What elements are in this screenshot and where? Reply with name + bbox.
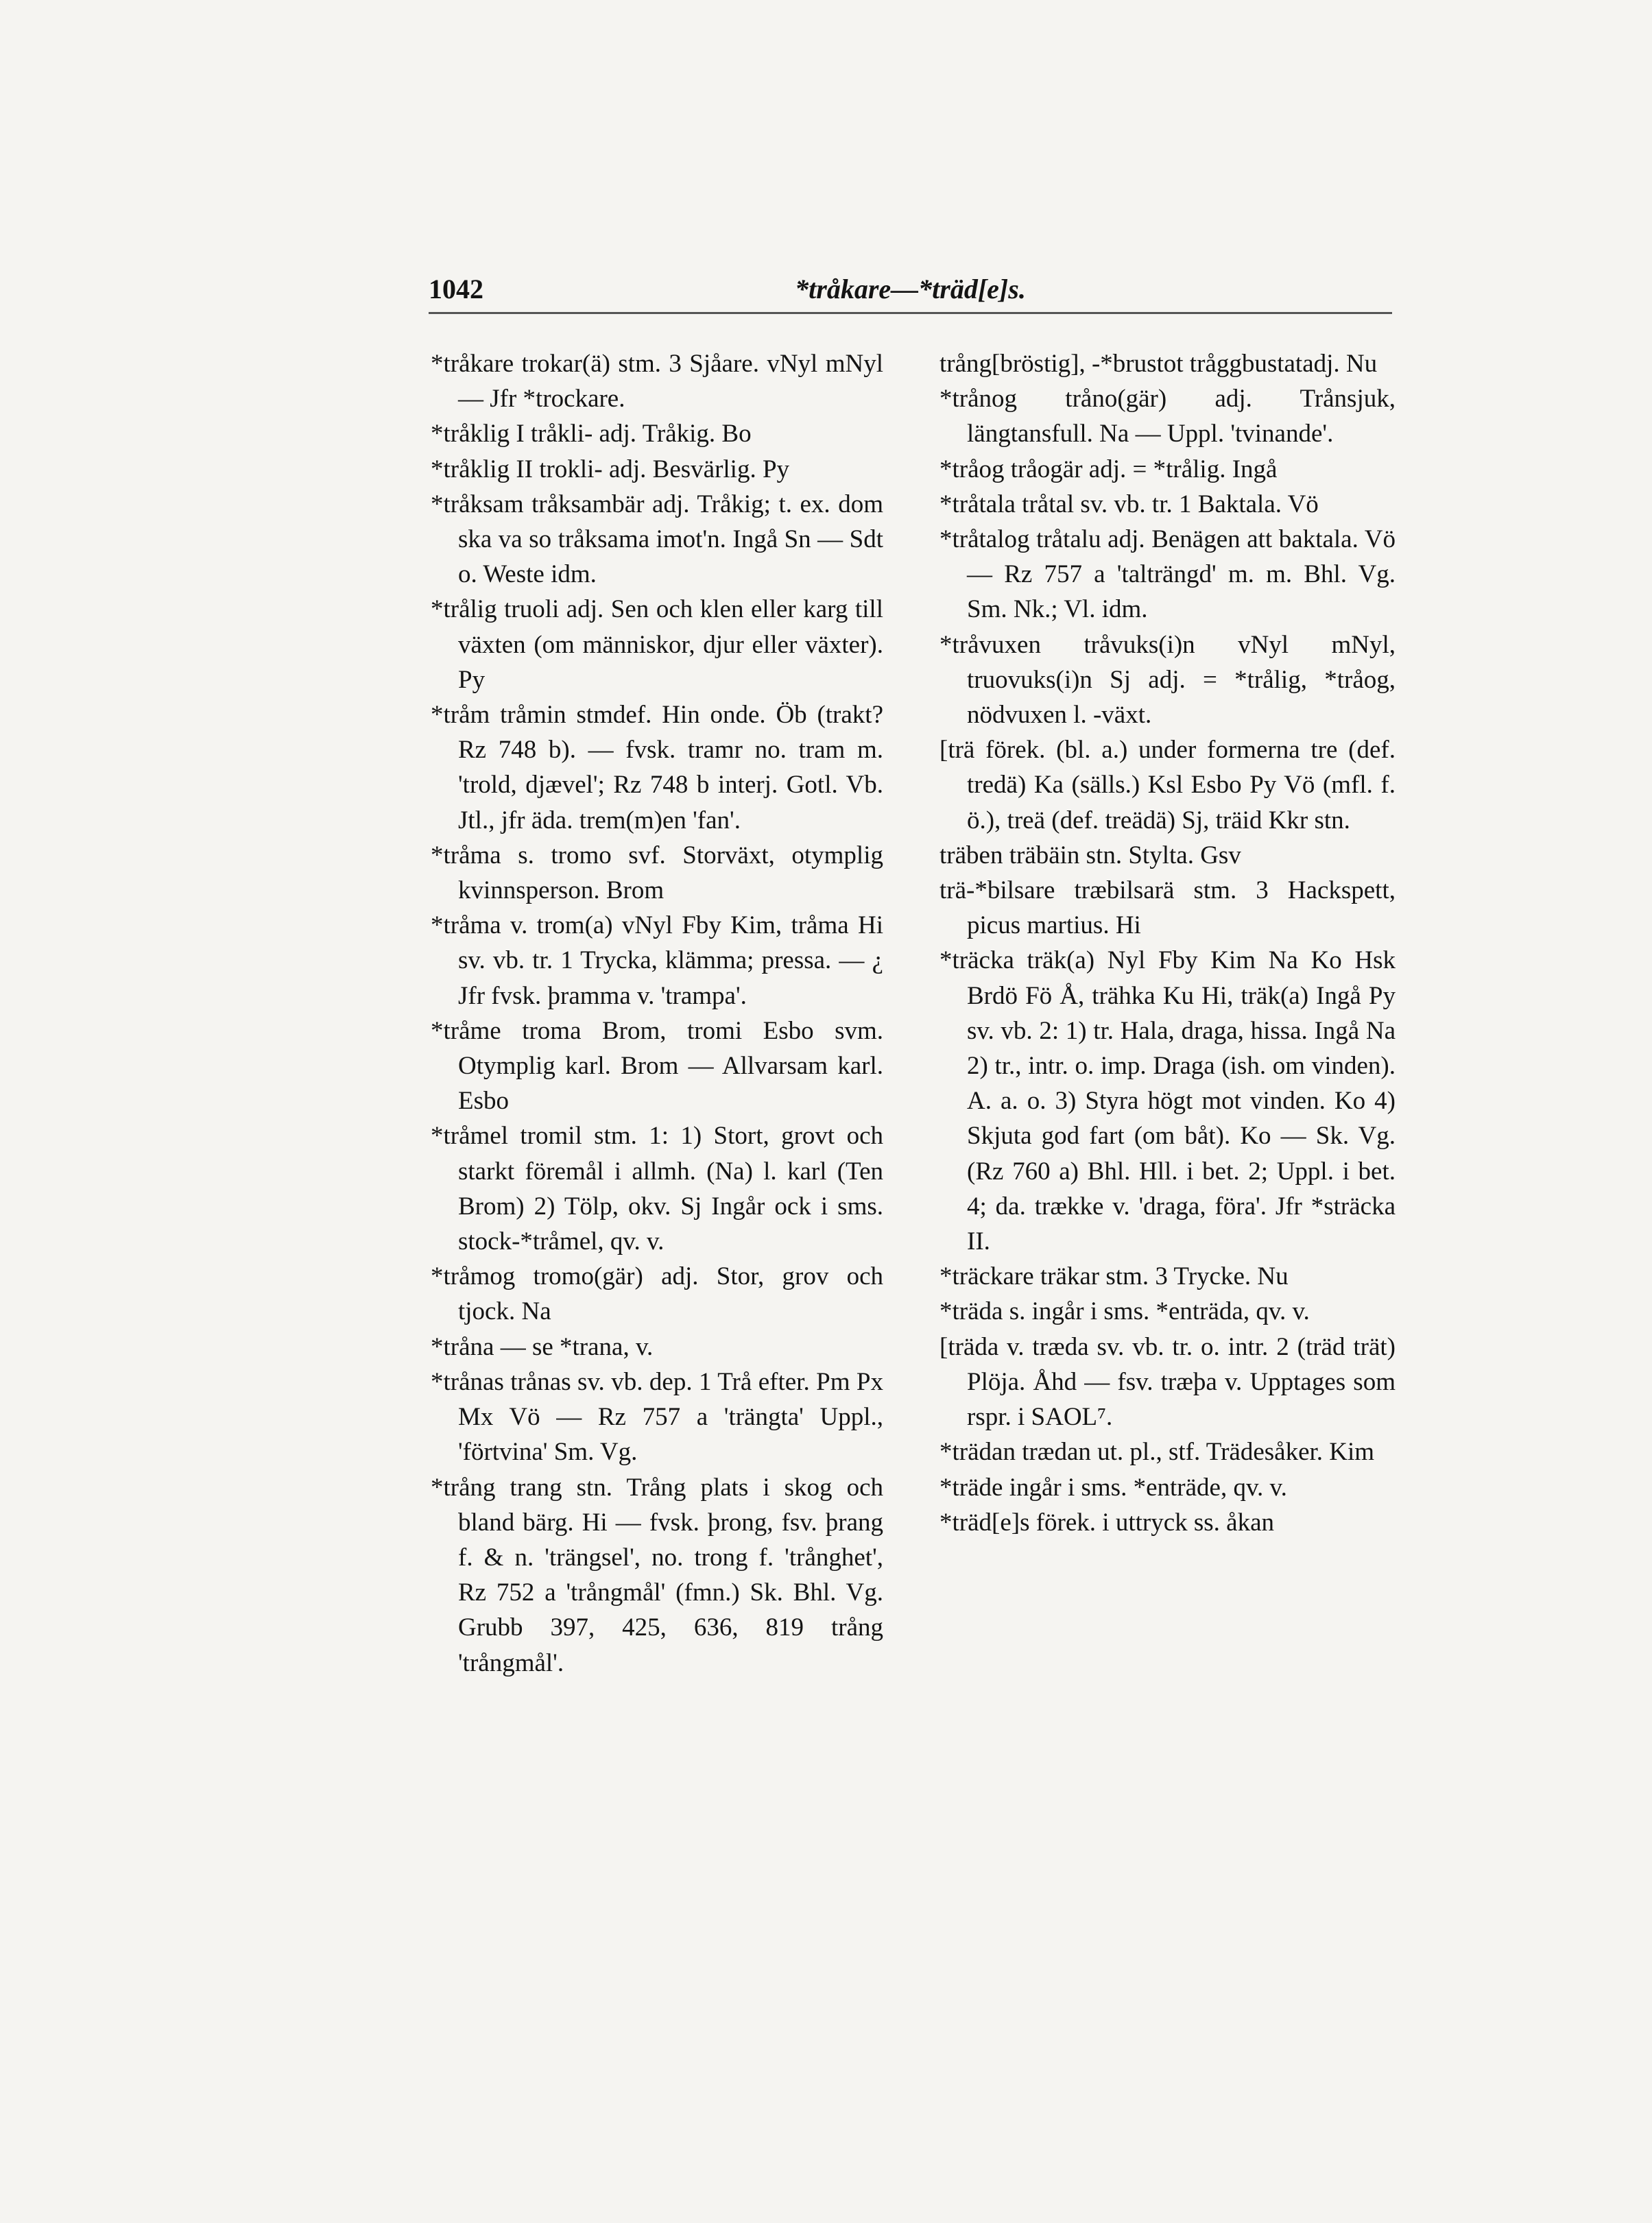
dictionary-entry: *tråmog tromo(gär) adj. Stor, grov och tjock. Na [431, 1262, 883, 1326]
left-column [431, 346, 883, 1681]
dictionary-entry: *tråtala tråtal sv. vb. tr. 1 Baktala. Vö [939, 490, 1319, 518]
dictionary-entry: *trålig truoli adj. Sen och klen eller karg till växten (om människor, djur eller växter). Py [431, 595, 883, 694]
dictionary-entry: *träd[e]s förek. i uttryck ss. åkan [939, 1508, 1275, 1537]
dictionary-entry: *trädan trædan ut. pl., stf. Trädesåker. Kim [939, 1438, 1375, 1467]
dictionary-entry: träben träbäin stn. Stylta. Gsv [939, 841, 1241, 869]
dictionary-entry: *tråksam tråksambär adj. Tråkig; t. ex. dom ska va so tråksama imot'n. Ingå Sn — Sdt o. Weste idm. [431, 490, 883, 589]
header-rule [429, 312, 1392, 314]
dictionary-entry: *träde ingår i sms. *enträde, qv. v. [939, 1473, 1287, 1502]
dictionary-entry: *tråvuxen tråvuks(i)n vNyl mNyl, truovuks(i)n Sj adj. = *trålig, *tråog, nödvuxen l. -växt. [939, 630, 1396, 730]
dictionary-entry: [träda v. træda sv. vb. tr. o. intr. 2 (träd trät) Plöja. Åhd — fsv. træþa v. Upptages som rspr. i SAOL⁷. [939, 1332, 1396, 1432]
dictionary-entry: *tråtalog tråtalu adj. Benägen att baktala. Vö — Rz 757 a 'talträngd' m. m. Bhl. Vg. Sm. Nk.; Vl. idm. [939, 525, 1396, 624]
dictionary-entry: *träda s. ingår i sms. *enträda, qv. v. [939, 1297, 1310, 1326]
dictionary-entry: *tråkare trokar(ä) stm. 3 Sjåare. vNyl mNyl — Jfr *trockare. [431, 350, 883, 413]
dictionary-entry: *tråmel tromil stm. 1: 1) Stort, grovt och starkt föremål i allmh. (Na) l. karl (Ten Brom) 2) Tölp, okv. Sj Ingår ock i sms. stock-*tråmel, qv. v. [431, 1122, 883, 1256]
page-header [429, 273, 1392, 307]
dictionary-entry: *träckare träkar stm. 3 Trycke. Nu [939, 1262, 1289, 1291]
dictionary-entry: *tråna — se *trana, v. [431, 1332, 654, 1361]
page-number: 1042 [429, 274, 483, 304]
dictionary-entry: [trä förek. (bl. a.) under formerna tre (def. tredä) Ka (sälls.) Ksl Esbo Py Vö (mfl. f. ö.), treä (def. treädä) Sj, träid Kkr stn. [939, 736, 1396, 834]
running-head: *tråkare—*träd[e]s. [795, 274, 1026, 304]
dictionary-entry: *tråm tråmin stmdef. Hin onde. Öb (trakt? Rz 748 b). — fvsk. tramr no. tram m. 'trold, djævel'; Rz 748 b interj. Gotl. Vb. Jtl., jfr äda. trem(m)en 'fan'. [431, 701, 883, 834]
dictionary-entry: *tråma s. tromo svf. Storväxt, otymplig kvinnsperson. Brom [431, 841, 883, 905]
dictionary-entry: trä-*bilsare træbilsarä stm. 3 Hackspett, picus martius. Hi [939, 876, 1396, 940]
dictionary-entry: *trånas trånas sv. vb. dep. 1 Trå efter. Pm Px Mx Vö — Rz 757 a 'trängta' Uppl., 'förtvina' Sm. Vg. [431, 1367, 883, 1467]
dictionary-entry: trång[bröstig], -*brustot tråggbustatadj. Nu [939, 350, 1378, 378]
right-column [939, 346, 1396, 1540]
dictionary-entry: *tråme troma Brom, tromi Esbo svm. Otymplig karl. Brom — Allvarsam karl. Esbo [431, 1016, 883, 1116]
dictionary-entry: *tråklig II trokli- adj. Besvärlig. Py [431, 455, 790, 483]
dictionary-entry: *trång trang stn. Trång plats i skog och bland bärg. Hi — fvsk. þrong, fsv. þrang f. & n. 'trängsel', no. trong f. 'trånghet', Rz 752 a 'trångmål' (fmn.) Sk. Bhl. Vg. Grubb 397, 425, 636, 819 trång 'trångmål'. [431, 1473, 883, 1677]
dictionary-entry: *tråma v. trom(a) vNyl Fby Kim, tråma Hi sv. vb. tr. 1 Trycka, klämma; pressa. — ¿ Jfr fvsk. þramma v. 'trampa'. [431, 911, 883, 1010]
dictionary-entry: *träcka träk(a) Nyl Fby Kim Na Ko Hsk Brdö Fö Å, trähka Ku Hi, träk(a) Ingå Py sv. vb. 2: 1) tr. Hala, draga, hissa. Ingå Na 2) tr., intr. o. imp. Draga (ish. om vinden). A. a. o. 3) Styra högt mot vinden. Ko 4) Skjuta god fart (om båt). Ko — Sk. Vg. (Rz 760 a) Bhl. Hll. i bet. 2; Uppl. i bet. 4; da. trække v. 'draga, föra'. Jfr *sträcka II. [939, 946, 1396, 1256]
dictionary-entry: *tråklig I tråkli- adj. Tråkig. Bo [431, 420, 752, 448]
dictionary-entry: *tråog tråogär adj. = *trålig. Ingå [939, 455, 1278, 483]
dictionary-entry: *trånog tråno(gär) adj. Trånsjuk, längtansfull. Na — Uppl. 'tvinande'. [939, 385, 1396, 448]
